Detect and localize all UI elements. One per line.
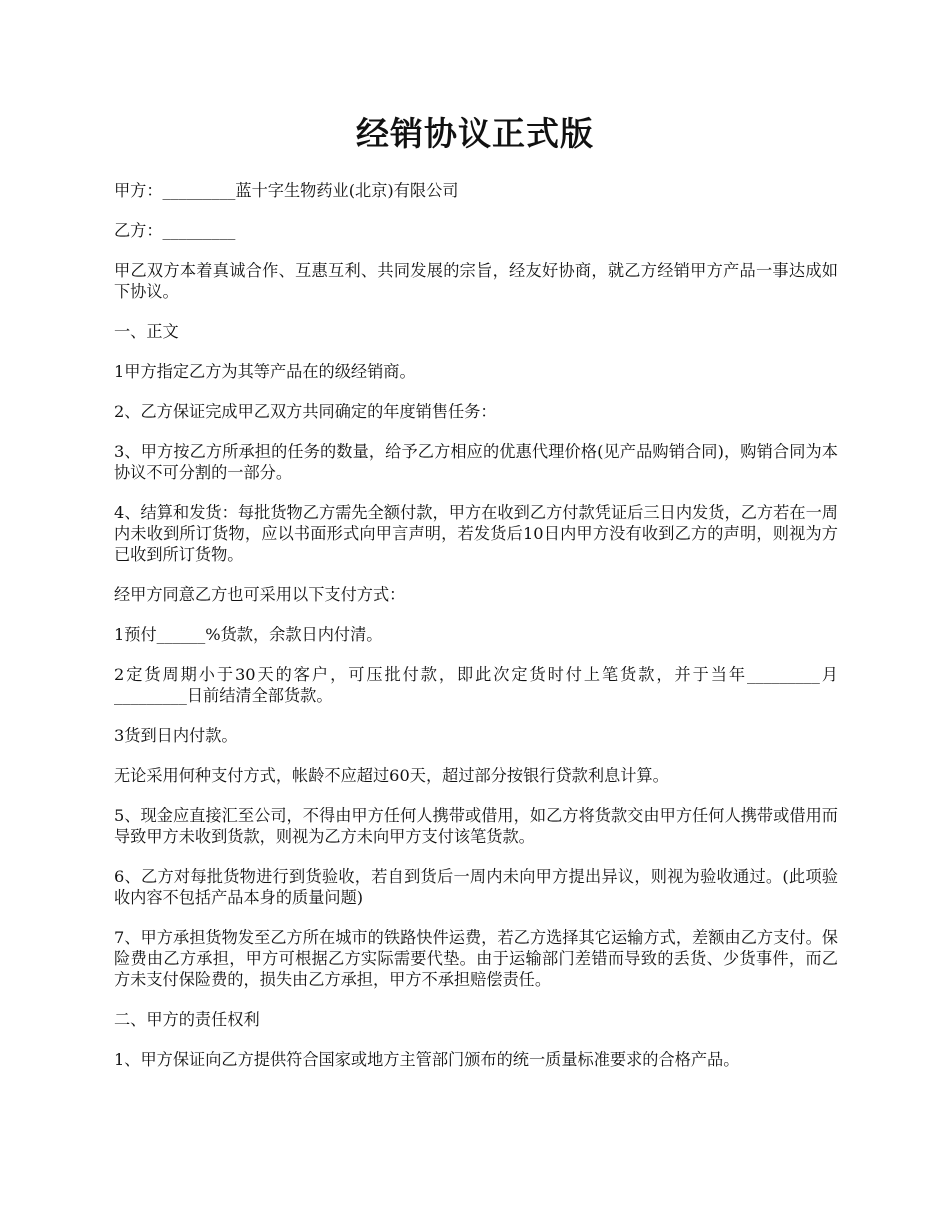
document-title: 经销协议正式版 <box>356 114 594 153</box>
clause-1-2: 2、乙方保证完成甲乙双方共同确定的年度销售任务： <box>114 402 497 421</box>
payment-option-3: 3货到日内付款。 <box>114 726 238 745</box>
intro-paragraph: 甲乙双方本着真诚合作、互惠互利、共同发展的宗旨，经友好协商，就乙方经销甲方产品一事达成如下协议。 <box>114 261 838 301</box>
section-2-heading: 二、甲方的责任权利 <box>114 1010 260 1029</box>
section-1-heading: 一、正文 <box>114 322 179 341</box>
payment-option-2: 2定货周期小于30天的客户，可压批付款，即此次定货时付上笔货款，并于当年_________月_________日前结清全部货款。 <box>114 665 838 705</box>
clause-1-6: 6、乙方对每批货物进行到货验收，若自到货后一周内未向甲方提出异议，则视为验收通过。(此项验收内容不包括产品本身的质量问题) <box>114 867 838 907</box>
clause-1-3: 3、甲方按乙方所承担的任务的数量，给予乙方相应的优惠代理价格(见产品购销合同)，购销合同为本协议不可分割的一部分。 <box>114 442 838 482</box>
payment-intro: 经甲方同意乙方也可采用以下支付方式： <box>114 585 406 604</box>
clause-1-7: 7、甲方承担货物发至乙方所在城市的铁路快件运费，若乙方选择其它运输方式，差额由乙方支付。保险费由乙方承担，甲方可根据乙方实际需要代垫。由于运输部门差错而导致的丢货、少货事件，而乙方未支付保险费的，损失由乙方承担，甲方不承担赔偿责任。 <box>114 928 838 989</box>
clause-2-1: 1、甲方保证向乙方提供符合国家或地方主管部门颁布的统一质量标准要求的合格产品。 <box>114 1050 740 1069</box>
document-body <box>114 180 838 1089</box>
payment-note: 无论采用何种支付方式，帐龄不应超过60天，超过部分按银行贷款利息计算。 <box>114 766 669 785</box>
payment-option-1: 1预付______%货款，余款日内付清。 <box>114 625 383 644</box>
party-a-line: 甲方：_________蓝十字生物药业(北京)有限公司 <box>114 181 459 200</box>
clause-1-5: 5、现金应直接汇至公司，不得由甲方任何人携带或借用，如乙方将货款交由甲方任何人携带或借用而导致甲方未收到货款，则视为乙方未向甲方支付该笔货款。 <box>114 806 838 846</box>
party-b-line: 乙方：_________ <box>114 221 236 240</box>
clause-1-1: 1甲方指定乙方为其等产品在的级经销商。 <box>114 362 416 381</box>
clause-1-4: 4、结算和发货：每批货物乙方需先全额付款，甲方在收到乙方付款凭证后三日内发货，乙方若在一周内未收到所订货物，应以书面形式向甲言声明，若发货后10日内甲方没有收到乙方的声明，则视为方已收到所订货物。 <box>114 503 838 564</box>
